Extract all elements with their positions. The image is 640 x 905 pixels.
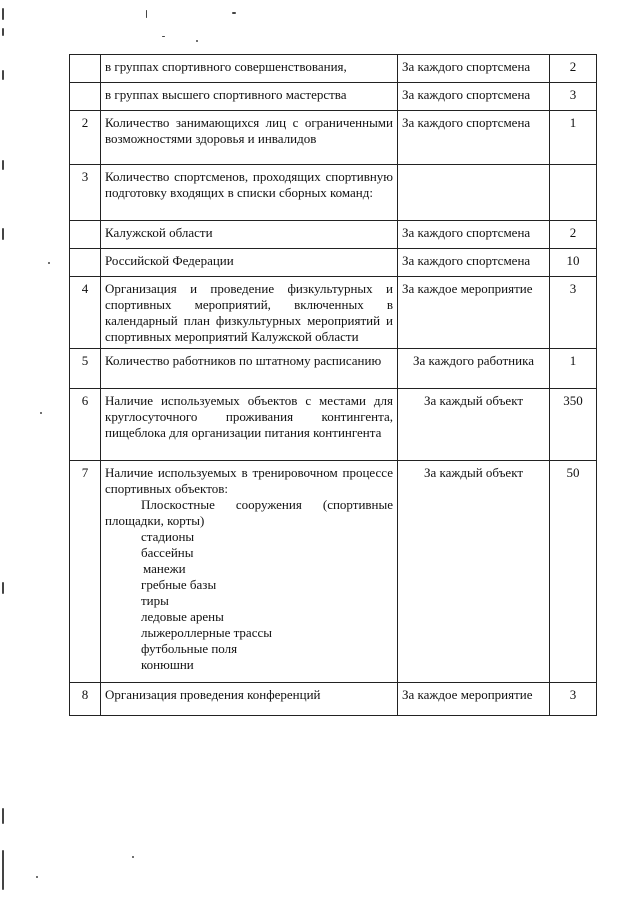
facility-item: лыжероллерные трассы (141, 625, 272, 640)
row-number (70, 221, 101, 249)
table-row (70, 349, 597, 389)
row-description: Наличие используемых объектов с местами для круглосуточного проживания контингента, пищеблока для организации питания контингента (101, 389, 398, 461)
table-row (70, 111, 597, 165)
row-description: Организация проведения конференций (101, 683, 398, 716)
row-unit: За каждое мероприятие (398, 683, 550, 716)
facility-item: манежи (143, 561, 186, 576)
scan-mark (2, 160, 4, 170)
facility-item: ледовые арены (141, 609, 224, 624)
row-unit: За каждый объект (398, 461, 550, 683)
row-unit: За каждого спортсмена (398, 221, 550, 249)
row-description: Российской Федерации (101, 249, 398, 277)
criteria-table (69, 54, 597, 716)
row-number: 6 (70, 389, 101, 461)
scan-mark (2, 228, 4, 240)
row-unit: За каждого спортсмена (398, 249, 550, 277)
row-description: в группах высшего спортивного мастерства (101, 83, 398, 111)
table-row (70, 165, 597, 221)
row-unit (398, 165, 550, 221)
scan-mark (232, 12, 236, 14)
scan-mark (162, 36, 165, 37)
row-description: Количество занимающихся лиц с ограниченными возможностями здоровья и инвалидов (101, 111, 398, 165)
row-number: 8 (70, 683, 101, 716)
table-row (70, 249, 597, 277)
row-description-heading: Наличие используемых в тренировочном процессе спортивных объектов: (105, 465, 393, 496)
table-row (70, 83, 597, 111)
row-unit: За каждого спортсмена (398, 111, 550, 165)
row-value: 3 (550, 83, 597, 111)
scan-mark (2, 850, 4, 890)
scan-mark (40, 412, 42, 414)
table-row (70, 461, 597, 683)
facility-item: бассейны (141, 545, 194, 560)
row-value: 3 (550, 277, 597, 349)
row-value: 1 (550, 111, 597, 165)
scan-mark (48, 262, 50, 264)
row-description (101, 461, 398, 683)
row-value: 2 (550, 55, 597, 83)
row-description: Количество работников по штатному расписанию (101, 349, 398, 389)
scan-mark (2, 808, 4, 824)
row-number (70, 55, 101, 83)
row-number: 4 (70, 277, 101, 349)
row-description: Калужской области (101, 221, 398, 249)
table-row (70, 277, 597, 349)
facility-item: футбольные поля (141, 641, 238, 656)
row-value: 3 (550, 683, 597, 716)
scan-mark (2, 8, 4, 20)
scan-mark (2, 28, 4, 36)
row-value: 350 (550, 389, 597, 461)
scan-mark (36, 876, 38, 878)
row-value: 1 (550, 349, 597, 389)
row-unit: За каждого работника (398, 349, 550, 389)
row-number: 3 (70, 165, 101, 221)
row-value: 2 (550, 221, 597, 249)
scan-mark (132, 856, 134, 858)
row-number (70, 83, 101, 111)
facility-item: гребные базы (141, 577, 217, 592)
row-value: 50 (550, 461, 597, 683)
row-number: 7 (70, 461, 101, 683)
scan-mark (2, 582, 4, 594)
row-value (550, 165, 597, 221)
row-unit: За каждого спортсмена (398, 55, 550, 83)
row-unit: За каждое мероприятие (398, 277, 550, 349)
scan-mark (196, 40, 198, 42)
table-row (70, 389, 597, 461)
facility-item: конюшни (141, 657, 194, 672)
scan-mark (146, 10, 147, 18)
scan-mark (2, 70, 4, 80)
facility-item: стадионы (141, 529, 195, 544)
row-description: Количество спортсменов, проходящих спортивную подготовку входящих в списки сборных команд: (101, 165, 398, 221)
table-row (70, 55, 597, 83)
row-number: 5 (70, 349, 101, 389)
facility-item: тиры (141, 593, 169, 608)
table-row (70, 221, 597, 249)
row-unit: За каждый объект (398, 389, 550, 461)
row-description: Организация и проведение физкультурных и спортивных мероприятий, включенных в календарный план физкультурных мероприятий и спортивных мероприятий Калужской области (101, 277, 398, 349)
row-value: 10 (550, 249, 597, 277)
row-unit: За каждого спортсмена (398, 83, 550, 111)
facility-item: Плоскостные сооружения (спортивные площадки, корты) (105, 497, 393, 528)
row-description: в группах спортивного совершенствования, (101, 55, 398, 83)
row-number (70, 249, 101, 277)
row-number: 2 (70, 111, 101, 165)
table-row (70, 683, 597, 716)
